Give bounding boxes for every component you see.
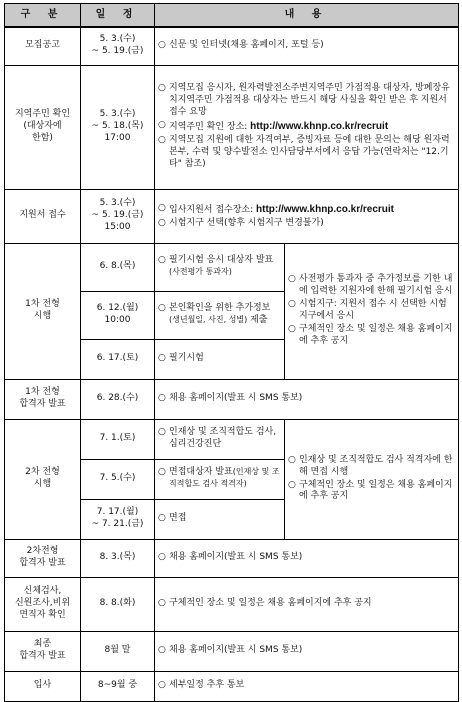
stage-cell [5,539,81,577]
stage-label: 시행 [33,479,52,489]
circle-bullet-icon: ○ [158,598,166,609]
stage-label: 합격자 발표 [19,399,66,409]
stage-label: (대상자에 [23,121,62,132]
stage-label: 1차 전형 [25,387,60,398]
date-cell [81,671,155,701]
table-row [5,671,459,701]
content-cell [155,499,285,539]
table-row [5,243,459,291]
date-line: 7. 5.(수) [99,473,136,484]
content-cell [155,243,285,291]
circle-bullet-icon: ○ [158,680,166,691]
content-text: 채용 홈페이지(발표 시 SMS 통보) [169,552,303,563]
content-note: (인재상 및 조직적합도 검사 적격자) [169,467,280,488]
content-note: (사전평가 통과자) [169,267,232,276]
header-category: 구 분 [5,4,81,28]
stage-label: 최종 [33,639,52,650]
content-text: 본인확인을 위한 추가정보 [169,303,271,314]
date-line: 8~9월 중 [97,680,138,691]
table-header-row [5,4,459,28]
table-row [5,27,459,65]
date-cell [81,379,155,419]
circle-bullet-icon: ○ [158,120,166,131]
stage-cell [5,671,81,701]
content-cell [155,27,459,65]
date-line: 5. 3.(수) [99,198,136,209]
recruit-site-link[interactable]: http://www.khnp.co.kr/recruit [250,121,389,133]
stage-label: 지역주민 확인 [14,109,71,120]
header-schedule: 일 정 [81,4,155,28]
circle-bullet-icon: ○ [288,479,296,490]
stage-label: 시행 [33,311,52,321]
content-cell [155,631,459,671]
circle-bullet-icon: ○ [158,40,166,51]
content-text: 인재상 및 조직적합도 검사, 심리건강진단 [169,427,277,449]
table-row [5,189,459,243]
header-content: 내 용 [155,4,459,28]
circle-bullet-icon: ○ [288,274,296,285]
circle-bullet-icon: ○ [158,255,166,266]
circle-bullet-icon: ○ [158,303,166,314]
stage-label: 모집공고 [25,40,60,51]
content-text: 지역모집 응시자, 원자력발전소주변지역주민 가점적용 대상자, 방폐장유치지역주민 가점적용 대상자는 반드시 해당 사실을 확인 받은 후 지원서 접수 요망 [169,83,450,118]
date-line: 10:00 [104,315,131,325]
stage-label: 신체검사, [23,586,62,597]
circle-bullet-icon: ○ [158,427,166,438]
date-line: ~ 5. 19.(금) [91,210,144,221]
content-cell [155,419,285,459]
content-text: 지역모집 지원에 대한 자격여부, 증빙자료 등에 대한 문의는 해당 원자력본부, 수력 및 양수발전소 인사담당부서에서 응답 가능(연락처는 "12.기타" 참조) [169,134,450,169]
recruit-site-link[interactable]: http://www.khnp.co.kr/recruit [256,203,394,215]
date-line: 8. 8.(화) [99,598,136,609]
content-cell [155,189,459,243]
table-row [5,539,459,577]
content-cell [155,539,459,577]
date-cell [81,65,155,189]
date-line: ~ 7. 21.(금) [91,519,144,529]
circle-bullet-icon: ○ [288,454,296,465]
circle-bullet-icon: ○ [158,353,166,364]
content-text: 제출 [247,315,268,325]
table-row [5,419,459,459]
stage-cell [5,243,81,379]
stage-label: 면직자 확인 [19,609,66,620]
circle-bullet-icon: ○ [158,217,166,228]
stage-label: 1차 전형 [25,299,60,310]
date-cell [81,577,155,631]
table-row [5,65,459,189]
content-text: 지역주민 확인 장소: [169,122,251,133]
content-text: 구체적인 장소 및 일정은 채용 홈페이지에 추후 공지 [169,598,372,609]
stage-label: 2차전형 [26,546,59,557]
stage-label: 합격자 발표 [19,558,66,568]
date-cell [81,291,155,339]
content-note: (생년월일, 사진, 성별) [169,315,248,324]
content-cell [285,419,459,539]
content-text: 필기시험 [169,353,204,364]
content-text: 구체적인 장소 및 일정은 채용 홈페이지에 추후 공지 [299,479,453,502]
stage-label: 신원조사,비위 [14,598,71,609]
circle-bullet-icon: ○ [158,83,166,94]
stage-cell [5,631,81,671]
date-cell [81,539,155,577]
circle-bullet-icon: ○ [158,645,166,656]
date-line: 5. 3.(수) [99,34,136,45]
content-cell [285,243,459,379]
content-cell [155,459,285,499]
recruitment-schedule-table [4,3,459,702]
date-cell [81,419,155,459]
date-line: 8. 3.(목) [99,552,136,563]
date-cell [81,631,155,671]
content-cell [155,339,285,379]
circle-bullet-icon: ○ [158,467,166,478]
content-cell [155,291,285,339]
date-line: 6. 8.(목) [99,261,136,272]
stage-label: 한함) [32,132,53,143]
content-text: 채용 홈페이지(발표 시 SMS 통보) [169,645,303,656]
content-text: 면접 [169,513,187,524]
content-text: 입사지원서 접수장소: [169,204,257,215]
circle-bullet-icon: ○ [288,323,296,334]
stage-cell [5,27,81,65]
stage-cell [5,419,81,539]
content-text: 구체적인 장소 및 일정은 채용 홈페이지에 추후 공지 [299,323,453,346]
content-cell [155,65,459,189]
table-row [5,577,459,631]
date-cell [81,243,155,291]
date-line: 7. 17.(월) [96,507,139,518]
content-text: 면접대상자 발표 [169,467,233,478]
content-text: 세부일정 추후 통보 [169,680,245,691]
content-cell [155,577,459,631]
date-cell [81,339,155,379]
content-text: 필기시험 응시 대상자 발표 [169,255,274,266]
date-line: 5. 3.(수) [99,109,136,120]
stage-label: 입사 [33,680,52,691]
content-cell [155,671,459,701]
circle-bullet-icon: ○ [158,513,166,524]
content-text: 시험지구: 지원서 접수 시 선택한 시험지구에서 응시 [299,299,447,321]
stage-label: 2차 전형 [25,467,60,478]
stage-label: 지원서 접수 [19,210,66,221]
circle-bullet-icon: ○ [158,134,166,145]
content-text: 인재상 및 조직적합도 검사 적격자에 한해 면접 시행 [299,454,453,477]
date-line: ~ 5. 19.(금) [91,46,144,57]
date-cell [81,499,155,539]
table-row [5,631,459,671]
content-text: 채용 홈페이지(발표 시 SMS 통보) [169,393,303,404]
table-row [5,379,459,419]
date-line: 6. 17.(토) [96,353,139,364]
content-text: 시험지구 선택(향후 시험지구 변경불가) [169,217,324,228]
stage-cell [5,65,81,189]
circle-bullet-icon: ○ [158,552,166,563]
date-line: 15:00 [104,221,131,232]
stage-cell [5,189,81,243]
date-line: 7. 1.(토) [99,433,136,444]
stage-cell [5,379,81,419]
date-cell [81,459,155,499]
date-line: 6. 12.(월) [96,303,139,314]
content-cell [155,379,459,419]
stage-label: 합격자 발표 [19,651,66,661]
date-cell [81,189,155,243]
circle-bullet-icon: ○ [158,202,166,213]
content-text: 사전평가 통과자 중 추가정보를 기한 내에 입력한 지원자에 한해 필기시험 응시 [299,274,453,297]
date-line: 8월 말 [104,645,131,656]
date-line: 17:00 [104,132,131,143]
date-cell [81,27,155,65]
circle-bullet-icon: ○ [158,393,166,404]
circle-bullet-icon: ○ [288,299,296,310]
content-text: 신문 및 인터넷(채용 홈페이지, 포털 등) [169,40,324,51]
date-line: 6. 28.(수) [96,393,139,404]
date-line: ~ 5. 18.(목) [91,121,144,132]
stage-cell [5,577,81,631]
